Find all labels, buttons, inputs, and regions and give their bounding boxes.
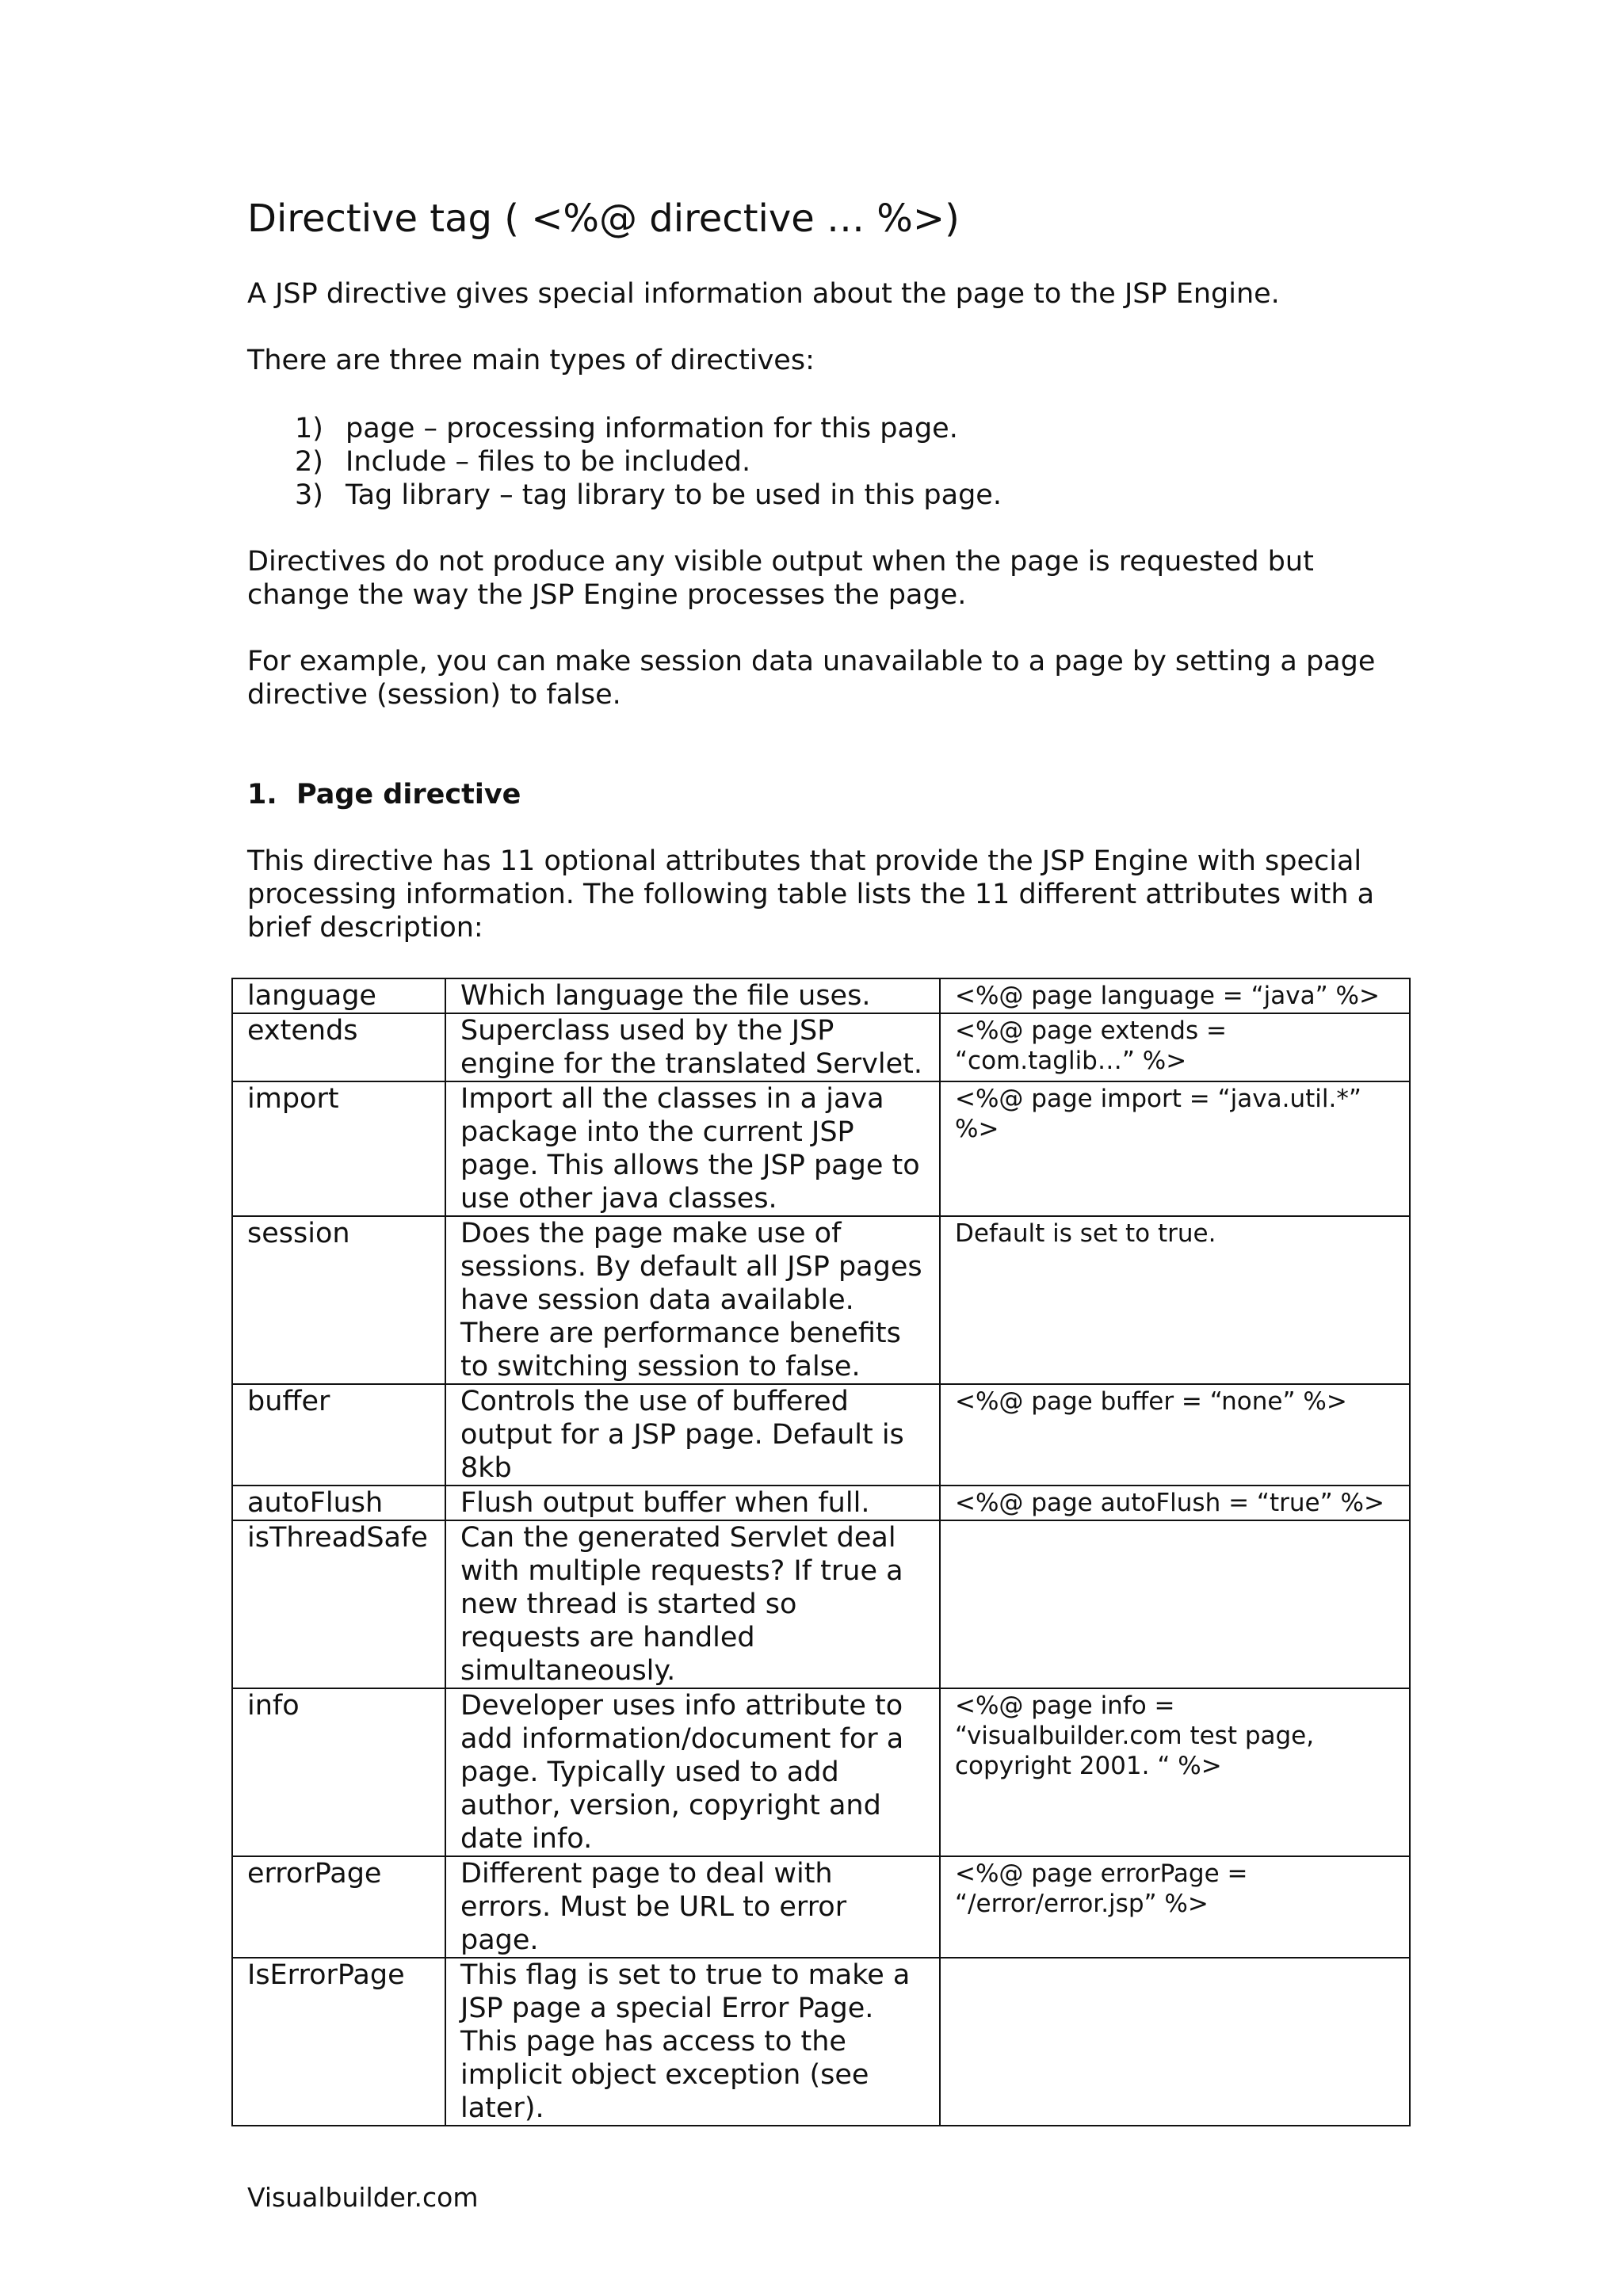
attribute-name-cell: errorPage xyxy=(232,1856,445,1958)
table-row xyxy=(232,978,1410,1013)
table-row xyxy=(232,1216,1410,1384)
attribute-name-cell: IsErrorPage xyxy=(232,1958,445,2126)
list-item-text: page – processing information for this page. xyxy=(346,413,958,444)
table-row xyxy=(232,1958,1410,2126)
page-footer: Visualbuilder.com xyxy=(247,2182,479,2213)
attribute-name-cell: session xyxy=(232,1216,445,1384)
table-row xyxy=(232,1486,1410,1520)
list-item-text: Include – files to be included. xyxy=(346,446,751,478)
attribute-example-cell: <%@ page errorPage = “/error/error.jsp” %> xyxy=(940,1856,1410,1958)
list-item-text: Tag library – tag library to be used in this page. xyxy=(346,479,1002,511)
attribute-description-cell: Controls the use of buffered output for a JSP page. Default is 8kb xyxy=(445,1384,940,1486)
example-paragraph: For example, you can make session data unavailable to a page by setting a page directive (session) to false. xyxy=(247,646,1376,711)
attribute-name-cell: info xyxy=(232,1688,445,1856)
attribute-example-cell: <%@ page language = “java” %> xyxy=(940,978,1410,1013)
attributes-table xyxy=(231,978,1411,2126)
attribute-example-cell: <%@ page import = “java.util.*” %> xyxy=(940,1081,1410,1216)
attribute-example-cell: <%@ page info = “visualbuilder.com test page, copyright 2001. “ %> xyxy=(940,1688,1410,1856)
page-title: Directive tag ( <%@ directive … %>) xyxy=(247,196,960,241)
section-heading xyxy=(247,778,521,811)
attribute-description-cell: Which language the file uses. xyxy=(445,978,940,1013)
list-item-number: 3) xyxy=(295,479,323,511)
attribute-description-cell: Import all the classes in a java package into the current JSP page. This allows the JSP page to use other java classes. xyxy=(445,1081,940,1216)
table-row xyxy=(232,1384,1410,1486)
attribute-example-cell: Default is set to true. xyxy=(940,1216,1410,1384)
behavior-paragraph: Directives do not produce any visible output when the page is requested but change the way the JSP Engine processes the page. xyxy=(247,546,1314,611)
table-row xyxy=(232,1081,1410,1216)
attribute-description-cell: Flush output buffer when full. xyxy=(445,1486,940,1520)
section-description: This directive has 11 optional attributes that provide the JSP Engine with special processing information. The following table lists the 11 different attributes with a brief description: xyxy=(247,845,1375,944)
attribute-description-cell: Does the page make use of sessions. By default all JSP pages have session data available. There are performance benefits to switching session to false. xyxy=(445,1216,940,1384)
directive-types-list xyxy=(295,412,1002,512)
section-title: Page directive xyxy=(296,779,521,810)
attribute-name-cell: autoFlush xyxy=(232,1486,445,1520)
attribute-name-cell: language xyxy=(232,978,445,1013)
list-item xyxy=(295,479,1002,512)
attribute-example-cell: <%@ page buffer = “none” %> xyxy=(940,1384,1410,1486)
table-row xyxy=(232,1856,1410,1958)
types-intro-paragraph: There are three main types of directives: xyxy=(247,345,815,376)
table-row xyxy=(232,1520,1410,1688)
attribute-example-cell: <%@ page extends = “com.taglib…” %> xyxy=(940,1013,1410,1081)
attribute-example-cell xyxy=(940,1520,1410,1688)
table-row xyxy=(232,1013,1410,1081)
section-number: 1. xyxy=(247,779,277,810)
intro-paragraph: A JSP directive gives special information about the page to the JSP Engine. xyxy=(247,278,1280,310)
attribute-name-cell: import xyxy=(232,1081,445,1216)
list-item-number: 2) xyxy=(295,446,323,478)
list-item-number: 1) xyxy=(295,413,323,444)
attribute-description-cell: Developer uses info attribute to add information/document for a page. Typically used to add author, version, copyright and date info. xyxy=(445,1688,940,1856)
list-item xyxy=(295,445,1002,479)
attribute-name-cell: extends xyxy=(232,1013,445,1081)
table-row xyxy=(232,1688,1410,1856)
attribute-name-cell: isThreadSafe xyxy=(232,1520,445,1688)
attribute-name-cell: buffer xyxy=(232,1384,445,1486)
attribute-example-cell: <%@ page autoFlush = “true” %> xyxy=(940,1486,1410,1520)
attribute-description-cell: Different page to deal with errors. Must be URL to error page. xyxy=(445,1856,940,1958)
attribute-description-cell: Can the generated Servlet deal with multiple requests? If true a new thread is started so requests are handled simultaneously. xyxy=(445,1520,940,1688)
list-item xyxy=(295,412,1002,445)
attribute-description-cell: Superclass used by the JSP engine for the translated Servlet. xyxy=(445,1013,940,1081)
attribute-description-cell: This flag is set to true to make a JSP page a special Error Page. This page has access to the implicit object exception (see later). xyxy=(445,1958,940,2126)
attribute-example-cell xyxy=(940,1958,1410,2126)
